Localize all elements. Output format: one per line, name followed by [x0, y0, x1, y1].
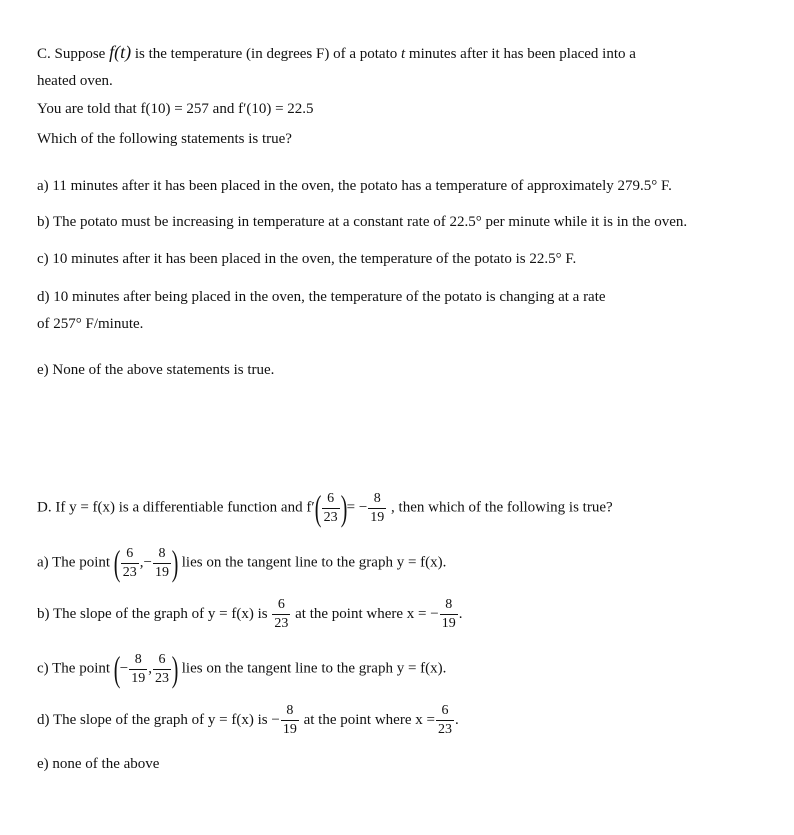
- right-paren: ): [340, 488, 347, 528]
- question-c-option-d: d) 10 minutes after being placed in the oven, the temperature of the potato is changing at a rate: [37, 289, 606, 305]
- fraction-6-23: $\frac{6}{23}$: [323, 490, 338, 525]
- question-c-text-a: C. Suppose: [37, 46, 110, 62]
- question-c-text-b: is the temperature (in degrees F) of a potato: [131, 46, 401, 62]
- left-paren: (: [314, 488, 321, 528]
- question-d-suffix: , then which of the following is true?: [391, 499, 613, 516]
- question-d-stem: [37, 490, 613, 526]
- question-d-option-c: c) The point (− $\frac{8}{19}$ , $\frac{6}{23}$ ) lies on the tangent line to the graph y = f(x).: [37, 649, 447, 689]
- question-d-option-e: e) none of the above: [37, 756, 160, 772]
- question-d-prefix: D. If y = f(x) is a differentiable function and f′: [37, 499, 315, 516]
- question-d-equals: = −: [346, 499, 368, 516]
- question-c-option-d-cont: of 257° F/minute.: [37, 316, 144, 332]
- question-c-prompt: Which of the following statements is true?: [37, 131, 292, 147]
- question-c-option-a: a) 11 minutes after it has been placed in the oven, the potato has a temperature of approximately 279.5° F.: [37, 178, 672, 194]
- question-c-given: You are told that f(10) = 257 and f′(10) = 22.5: [37, 101, 314, 117]
- question-c-option-b: b) The potato must be increasing in temperature at a constant rate of 22.5° per minute while it is in the oven.: [37, 214, 688, 230]
- question-c-line1: [37, 43, 636, 63]
- question-d-option-d: d) The slope of the graph of y = f(x) is − $\frac{8}{19}$ at the point where x = $\frac{6}{23}$ .: [37, 703, 459, 737]
- question-d-option-a: a) The point ( $\frac{6}{23}$ ,− $\frac{8}{19}$ ) lies on the tangent line to the graph y = f(x).: [37, 543, 447, 583]
- question-c-option-e: e) None of the above statements is true.: [37, 362, 275, 378]
- question-d-option-b: b) The slope of the graph of y = f(x) is $\frac{6}{23}$ at the point where x = − $\frac{8}{19}$ .: [37, 597, 463, 631]
- question-c-option-c: c) 10 minutes after it has been placed in the oven, the temperature of the potato is 22.5° F.: [37, 251, 577, 267]
- question-c-function: f(t): [109, 42, 132, 62]
- question-c-variable: t: [401, 46, 406, 62]
- question-c-line2: heated oven.: [37, 73, 113, 89]
- fraction-8-19: $\frac{8}{19}$: [370, 490, 385, 525]
- question-c-text-c: minutes after it has been placed into a: [405, 46, 636, 62]
